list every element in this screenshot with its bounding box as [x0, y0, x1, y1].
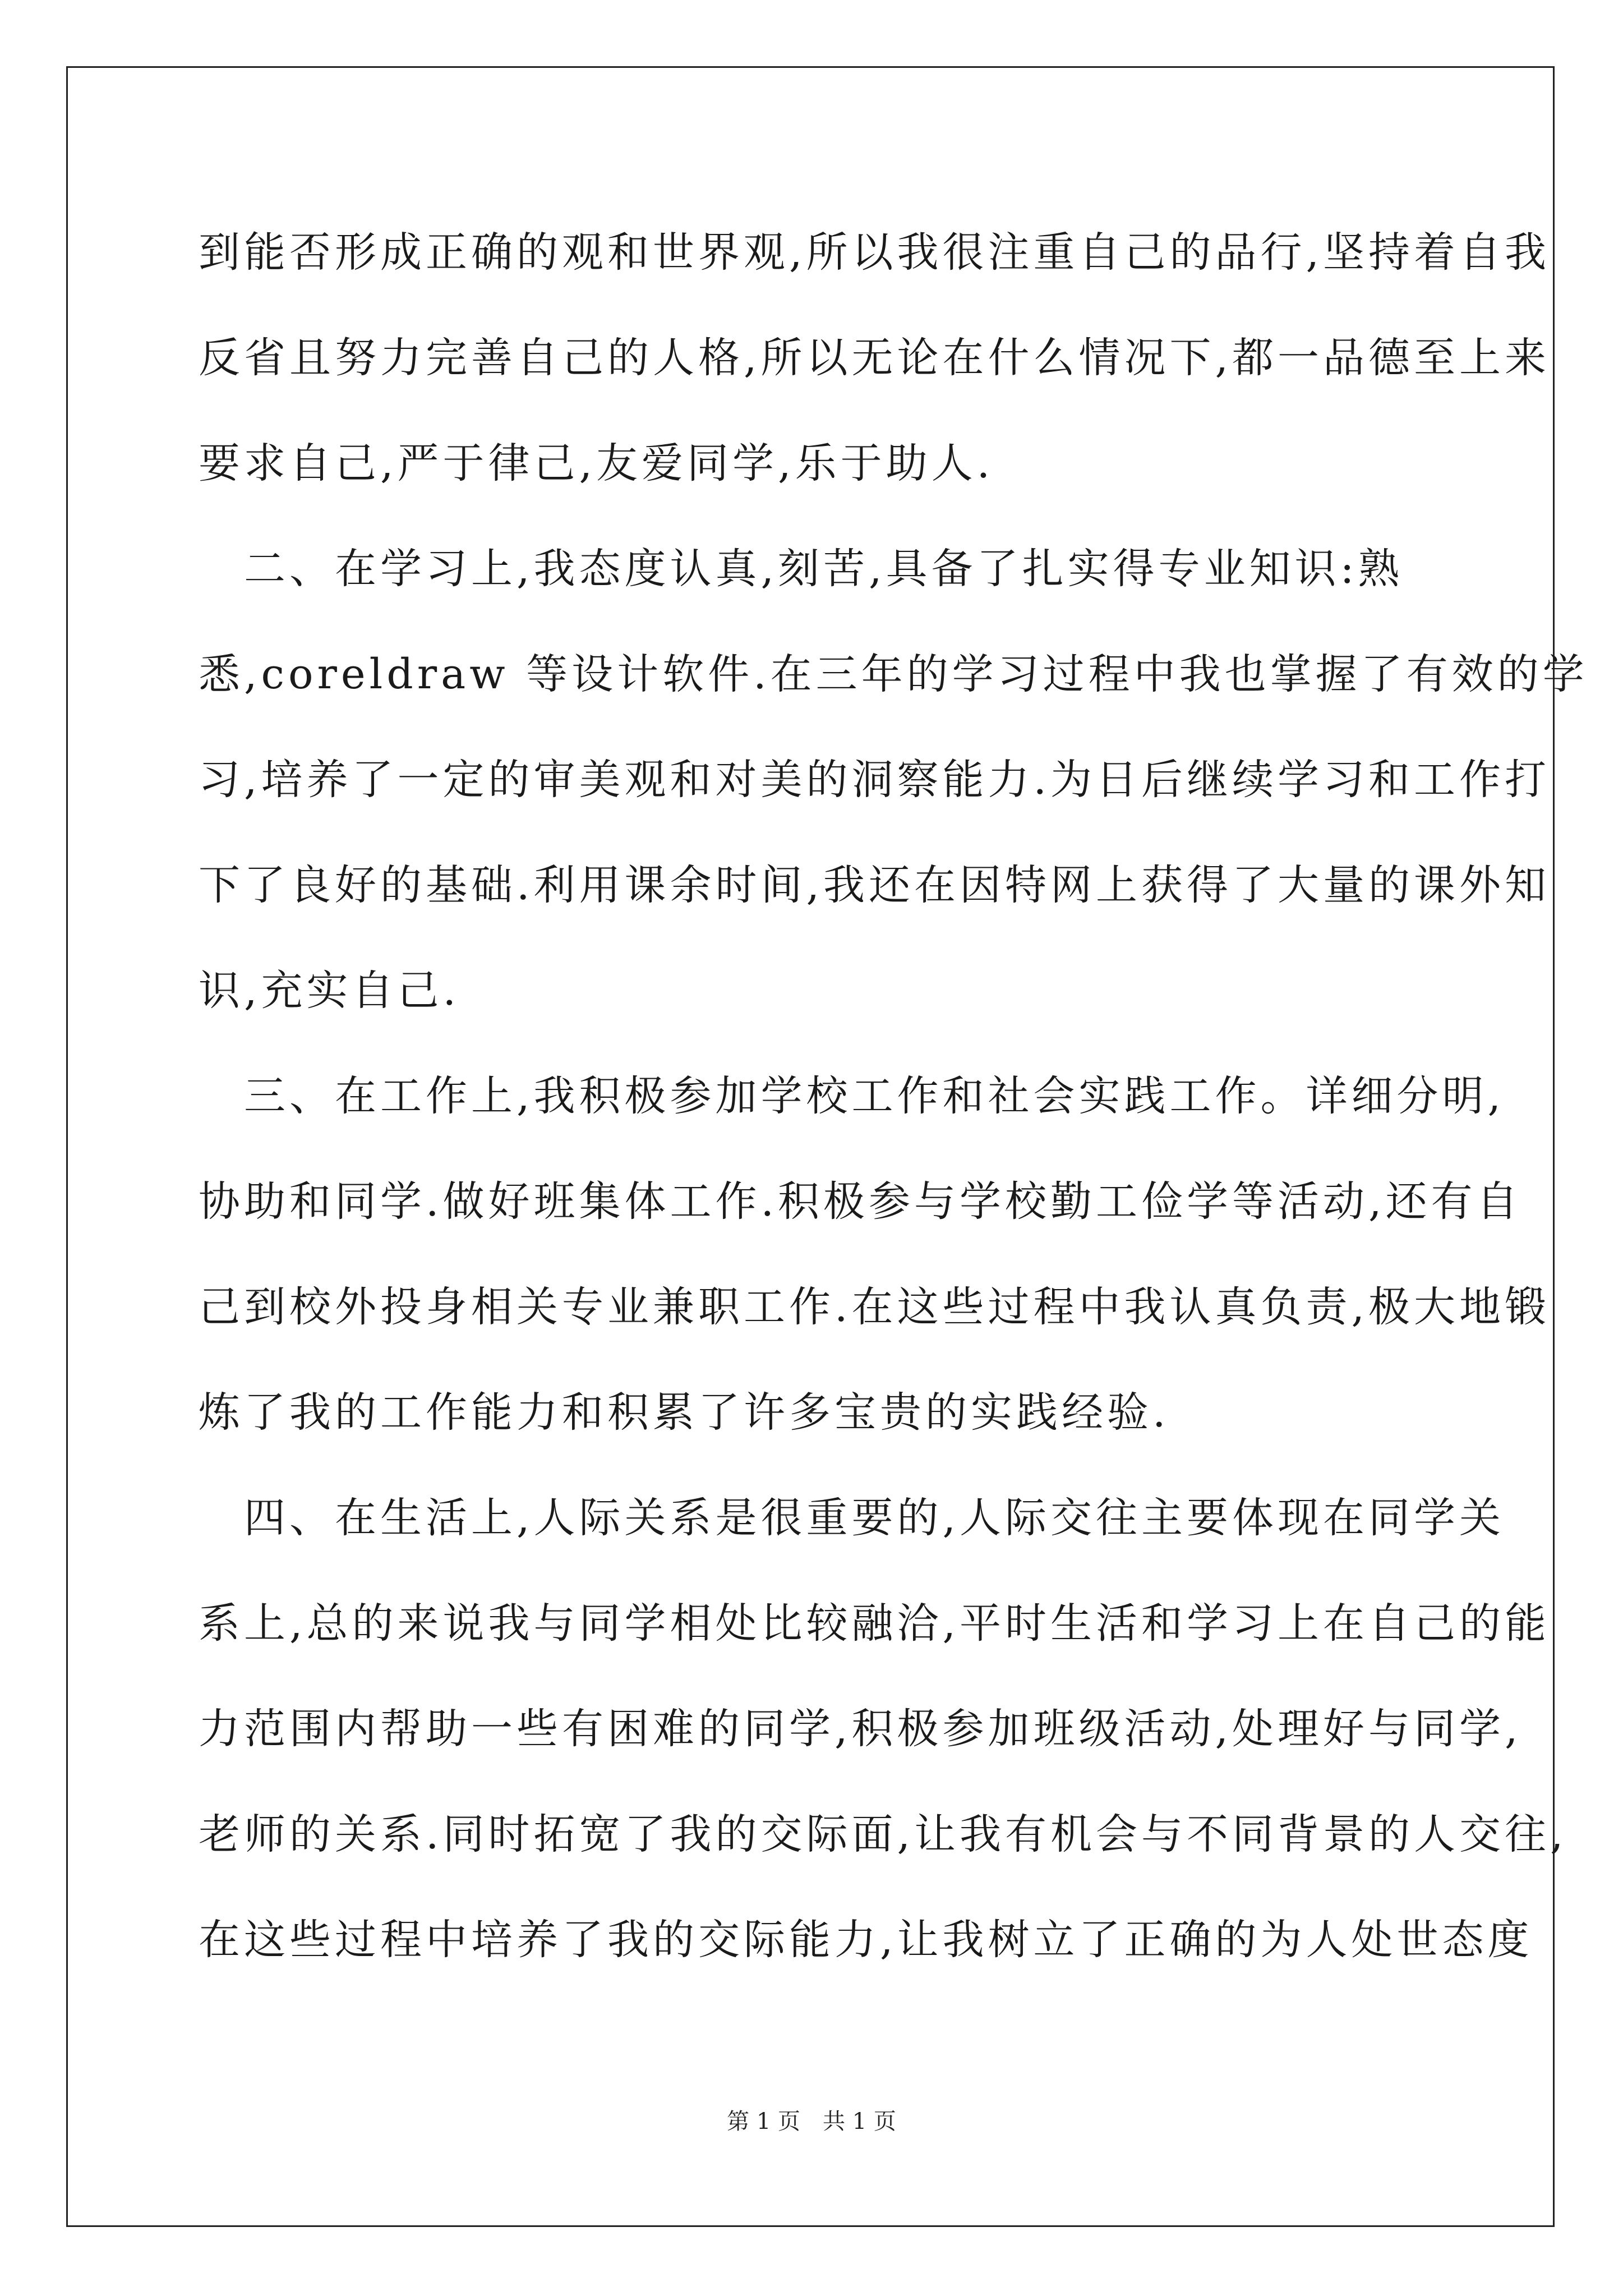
text-line: 系上,总的来说我与同学相处比较融洽,平时生活和学习上在自己的能	[199, 1599, 1551, 1648]
text-line: 下了良好的基础.利用课余时间,我还在因特网上获得了大量的课外知	[199, 861, 1551, 909]
text-line: 反省且努力完善自己的人格,所以无论在什么情况下,都一品德至上来	[199, 334, 1551, 382]
text-line: 悉,coreldraw 等设计软件.在三年的学习过程中我也掌握了有效的学	[199, 650, 1588, 698]
paragraph-start-line: 三、在工作上,我积极参加学校工作和社会实践工作。详细分明,	[199, 1072, 1505, 1120]
paragraph-start-line: 二、在学习上,我态度认真,刻苦,具备了扎实得专业知识:熟	[199, 545, 1404, 593]
text-line: 习,培养了一定的审美观和对美的洞察能力.为日后继续学习和工作打	[199, 756, 1551, 804]
text-line: 识,充实自己.	[199, 967, 460, 1015]
text-line: 到能否形成正确的观和世界观,所以我很注重自己的品行,坚持着自我	[199, 228, 1551, 277]
text-line: 己到校外投身相关专业兼职工作.在这些过程中我认真负责,极大地锻	[199, 1283, 1551, 1331]
text-line: 力范围内帮助一些有困难的同学,积极参加班级活动,处理好与同学,	[199, 1705, 1522, 1753]
text-line: 炼了我的工作能力和积累了许多宝贵的实践经验.	[199, 1388, 1170, 1437]
text-line: 在这些过程中培养了我的交际能力,让我树立了正确的为人处世态度	[199, 1916, 1533, 1964]
text-line: 协助和同学.做好班集体工作.积极参与学校勤工俭学等活动,还有自	[199, 1177, 1522, 1226]
text-line: 要求自己,严于律己,友爱同学,乐于助人.	[199, 439, 994, 487]
paragraph-start-line: 四、在生活上,人际关系是很重要的,人际交往主要体现在同学关	[199, 1494, 1505, 1542]
page-footer: 第 1 页 共 1 页	[727, 2109, 896, 2134]
text-line: 老师的关系.同时拓宽了我的交际面,让我有机会与不同背景的人交往,	[199, 1810, 1567, 1858]
